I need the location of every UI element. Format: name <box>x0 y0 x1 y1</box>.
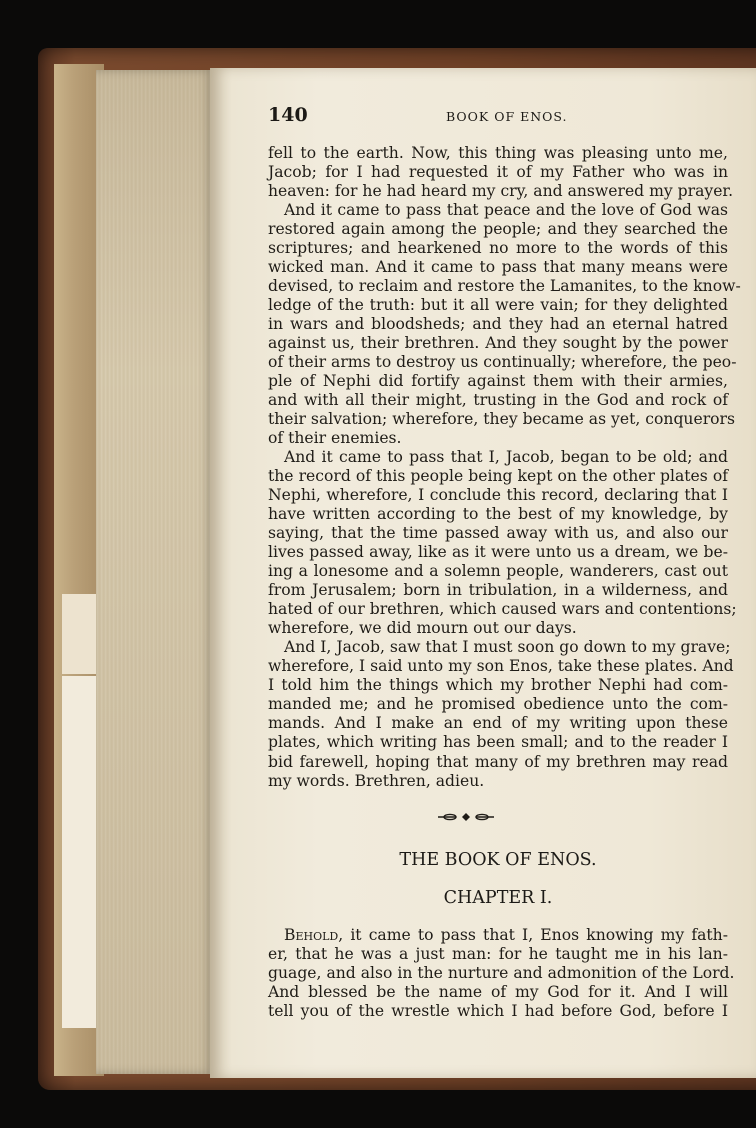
text-line: bid farewell, hoping that many of my brethren may read <box>268 752 728 771</box>
line-text: And blessed be the name of my God for it. And I will <box>268 983 728 1002</box>
text-line: have written according to the best of my knowledge, by <box>268 505 728 524</box>
text-line: scriptures; and hearkened no more to the words of this <box>268 239 728 258</box>
book-title: THE BOOK OF ENOS. <box>399 850 597 870</box>
text-line: from Jerusalem; born in tribulation, in a wilderness, and <box>268 581 728 600</box>
text-line: saying, that the time passed away with us, and also our <box>268 524 728 543</box>
text-line: my words. Brethren, adieu. <box>268 771 485 790</box>
text-line: ledge of the truth: but it all were vain; for they delighted <box>268 296 728 315</box>
text-line: And I, Jacob, saw that I must soon go down to my grave; <box>284 638 731 657</box>
text-line: Nephi, wherefore, I conclude this record, declaring that I <box>268 486 728 505</box>
page-number: 140 <box>268 104 308 126</box>
text-line: wicked man. And it came to pass that many means were <box>268 258 728 277</box>
running-head <box>266 104 744 128</box>
text-line <box>268 983 728 1002</box>
text-line: of their arms to destroy us continually; wherefore, the peo- <box>268 353 737 372</box>
text-line <box>268 964 735 983</box>
text-line: hated of our brethren, which caused wars and contentions; <box>268 600 737 619</box>
text-line: devised, to reclaim and restore the Lamanites, to the know- <box>268 277 741 296</box>
line-text: er, that he was a just man: for he taught me in his lan- <box>268 945 728 964</box>
chapter-text <box>268 926 735 1021</box>
text-line: And it came to pass that peace and the love of God was <box>284 201 728 220</box>
paper-patch <box>62 594 98 674</box>
printed-page <box>210 68 756 1078</box>
text-line <box>268 945 728 964</box>
text-line <box>268 926 728 945</box>
text-line: wherefore, I said unto my son Enos, take these plates. And <box>268 657 734 676</box>
text-line: mands. And I make an end of my writing upon these <box>268 714 728 733</box>
running-title: BOOK OF ENOS. <box>446 109 568 124</box>
text-line: And it came to pass that I, Jacob, began to be old; and <box>284 448 728 467</box>
text-line: of their enemies. <box>268 429 402 448</box>
chapter-heading: CHAPTER I. <box>443 888 553 908</box>
line-text: guage, and also in the nurture and admonition of the Lord. <box>268 964 735 983</box>
text-line: manded me; and he promised obedience unto the com- <box>268 695 728 714</box>
text-line: their salvation; wherefore, they became as yet, conquerors <box>268 410 735 429</box>
drop-word: Behold, <box>284 926 344 944</box>
text-line: heaven: for he had heard my cry, and answered my prayer. <box>268 182 734 201</box>
section-divider-ornament <box>436 810 496 824</box>
page-edges-shading <box>96 70 214 1074</box>
text-line: plates, which writing has been small; and to the reader I <box>268 733 728 752</box>
text-line: the record of this people being kept on the other plates of <box>268 467 728 486</box>
line-text: it came to pass that I, Enos knowing my fath- <box>343 926 728 944</box>
text-line: I told him the things which my brother Nephi had com- <box>268 676 728 695</box>
text-line: Jacob; for I had requested it of my Father who was in <box>268 163 728 182</box>
body-text <box>268 144 741 791</box>
text-line: ple of Nephi did fortify against them with their armies, <box>268 372 728 391</box>
text-line: against us, their brethren. And they sought by the power <box>268 334 728 353</box>
paper-patch <box>62 676 98 1028</box>
text-line: restored again among the people; and they searched the <box>268 220 728 239</box>
text-line: and with all their might, trusting in the God and rock of <box>268 391 728 410</box>
text-line: lives passed away, like as it were unto us a dream, we be- <box>268 543 728 562</box>
text-line: ing a lonesome and a solemn people, wanderers, cast out <box>268 562 728 581</box>
line-text: tell you of the wrestle which I had before God, before I <box>268 1002 728 1021</box>
text-line: wherefore, we did mourn out our days. <box>268 619 577 638</box>
text-line: in wars and bloodsheds; and they had an eternal hatred <box>268 315 728 334</box>
text-line <box>268 1002 728 1021</box>
text-line: fell to the earth. Now, this thing was pleasing unto me, <box>268 144 728 162</box>
